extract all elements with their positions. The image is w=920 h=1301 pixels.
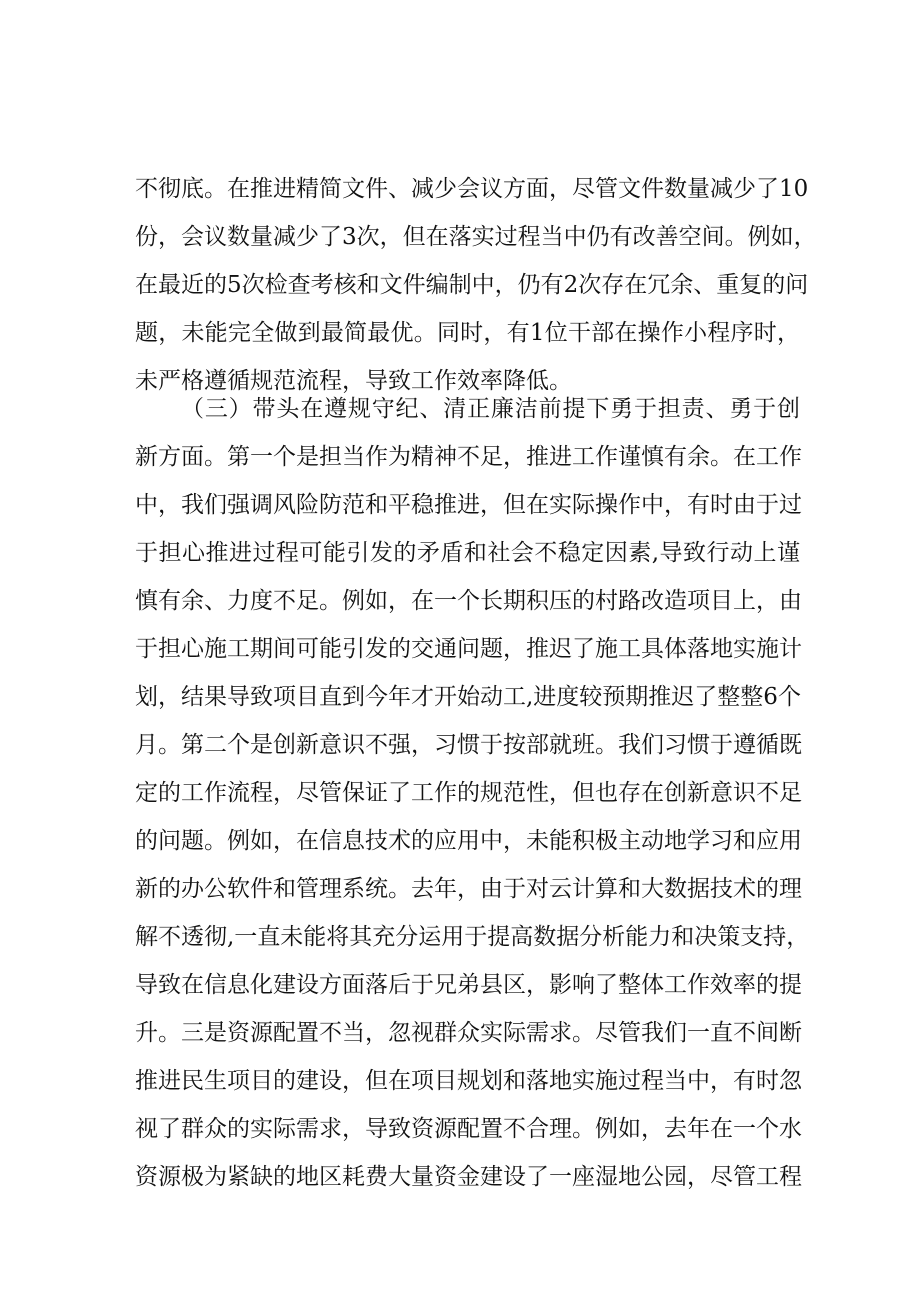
text-line: 月。第二个是创新意识不强，习惯于按部就班。我们习惯于遵循既 bbox=[135, 732, 802, 758]
text-line: 不彻底。在推进精简文件、减少会议方面，尽管文件数量减少了10 bbox=[135, 176, 809, 202]
section-heading-line: （三）带头在遵规守纪、清正廉洁前提下勇于担责、勇于创 bbox=[181, 396, 800, 422]
text-line: 的问题。例如，在信息技术的应用中，未能积极主动地学习和应用 bbox=[135, 828, 802, 854]
text-line: 资源极为紧缺的地区耗费大量资金建设了一座湿地公园，尽管工程 bbox=[135, 1164, 802, 1190]
text-line: 解不透彻,一直未能将其充分运用于提高数据分析能力和决策支持， bbox=[135, 924, 810, 950]
text-line: 新的办公软件和管理系统。去年，由于对云计算和大数据技术的理 bbox=[135, 876, 802, 902]
text-line: 中，我们强调风险防范和平稳推进，但在实际操作中，有时由于过 bbox=[135, 492, 802, 518]
text-line: 题，未能完全做到最简最优。同时，有1位干部在操作小程序时， bbox=[135, 320, 800, 346]
text-line: 在最近的5次检查考核和文件编制中，仍有2次存在冗余、重复的问 bbox=[135, 272, 809, 298]
text-line: 慎有余、力度不足。例如，在一个长期积压的村路改造项目上，由 bbox=[135, 588, 802, 614]
paragraph-section-three bbox=[135, 385, 810, 1201]
text-line: 于担心推进过程可能引发的矛盾和社会不稳定因素,导致行动上谨 bbox=[135, 540, 800, 566]
text-line: 定的工作流程，尽管保证了工作的规范性，但也存在创新意识不足 bbox=[135, 780, 802, 806]
text-line: 升。三是资源配置不当，忽视群众实际需求。尽管我们一直不间断 bbox=[135, 1020, 802, 1046]
text-line: 未严格遵循规范流程，导致工作效率降低。 bbox=[135, 368, 572, 394]
text-line: 视了群众的实际需求，导致资源配置不合理。例如，去年在一个水 bbox=[135, 1116, 802, 1142]
paragraph-continued bbox=[135, 165, 817, 405]
text-line: 推进民生项目的建设，但在项目规划和落地实施过程当中，有时忽 bbox=[135, 1068, 802, 1094]
text-line: 于担心施工期间可能引发的交通问题，推迟了施工具体落地实施计 bbox=[135, 636, 802, 662]
text-line: 划，结果导致项目直到今年才开始动工,进度较预期推迟了整整6个 bbox=[135, 684, 801, 710]
text-line: 份，会议数量减少了3次，但在落实过程当中仍有改善空间。例如， bbox=[135, 224, 817, 250]
text-line: 导致在信息化建设方面落后于兄弟县区，影响了整体工作效率的提 bbox=[135, 972, 802, 998]
text-line: 新方面。第一个是担当作为精神不足，推进工作谨慎有余。在工作 bbox=[135, 444, 802, 470]
